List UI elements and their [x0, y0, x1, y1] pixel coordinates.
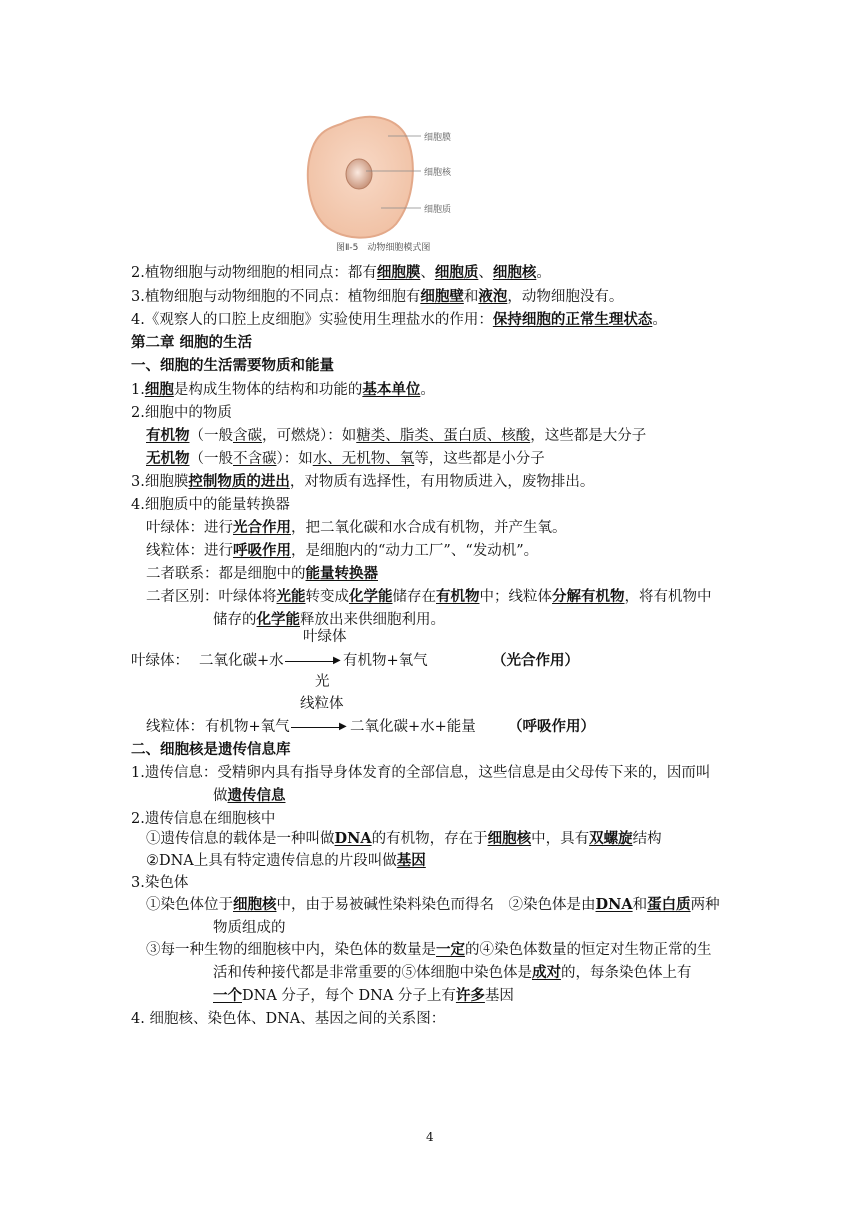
equation-label: 叶绿体： — [131, 653, 189, 669]
text-line: 储存的化学能释放出来供细胞利用。 — [213, 611, 445, 628]
text-line: 物质组成的 — [213, 920, 286, 936]
text-line: 4.细胞质中的能量转换器 — [131, 497, 290, 513]
equation-condition-top: 线粒体 — [300, 696, 344, 712]
equation-reactants: 二氧化碳+水 — [199, 653, 284, 669]
section-heading: 二、细胞核是遗传信息库 — [131, 742, 291, 758]
figure-label-nucleus: 细胞核 — [424, 168, 452, 178]
figure-caption: 图Ⅱ-5 动物细胞模式图 — [336, 243, 431, 253]
chapter-heading: 第二章 细胞的生活 — [131, 335, 253, 351]
equation-reactants: 有机物+氧气 — [205, 719, 290, 735]
equation-note: （呼吸作用） — [508, 718, 595, 735]
equation-condition-bottom: 光 — [315, 674, 330, 690]
text-line: 活和传种接代都是非常重要的⑤体细胞中染色体是成对的，每条染色体上有 — [213, 964, 692, 981]
equation-label: 线粒体： — [146, 719, 204, 735]
text-line: ③每一种生物的细胞核中内，染色体的数量是一定的④染色体数量的恒定对生物正常的生 — [146, 941, 712, 958]
text-line: 3.细胞膜控制物质的进出，对物质有选择性，有用物质进入，废物排出。 — [131, 473, 595, 490]
text-line: ①遗传信息的载体是一种叫做DNA的有机物，存在于细胞核中，具有双螺旋结构 — [146, 830, 662, 847]
animal-cell-figure — [296, 106, 456, 256]
text-line: 1.遗传信息：受精卵内具有指导身体发育的全部信息，这些信息是由父母传下来的，因而叫 — [131, 765, 711, 781]
equation-note: （光合作用） — [492, 652, 579, 669]
equation-products: 有机物+氧气 — [343, 653, 428, 669]
text-line: 4.《观察人的口腔上皮细胞》实验使用生理盐水的作用：保持细胞的正常生理状态。 — [131, 311, 667, 328]
reaction-arrow — [285, 661, 335, 662]
text-line: 2.植物细胞与动物细胞的相同点：都有细胞膜、细胞质、细胞核。 — [131, 264, 551, 281]
text-line: 3.染色体 — [131, 875, 189, 891]
text-line: 2.细胞中的物质 — [131, 405, 232, 421]
text-line: 线粒体：进行呼吸作用，是细胞内的“动力工厂”、“发动机”。 — [146, 542, 539, 559]
text-line: 二者联系：都是细胞中的能量转换器 — [146, 565, 378, 582]
text-line: ①染色体位于细胞核中，由于易被碱性染料染色而得名 ②染色体是由DNA和蛋白质两种 — [146, 896, 720, 913]
arrow-head-icon: ▶ — [339, 721, 347, 732]
equation-products: 二氧化碳+水+能量 — [350, 719, 476, 735]
arrow-head-icon: ▶ — [333, 655, 341, 666]
text-line: 1.细胞是构成生物体的结构和功能的基本单位。 — [131, 381, 435, 398]
text-line: 4. 细胞核、染色体、DNA、基因之间的关系图： — [131, 1011, 446, 1027]
text-line: 叶绿体：进行光合作用，把二氧化碳和水合成有机物，并产生氧。 — [146, 519, 567, 536]
text-line: 一个DNA 分子，每个 DNA 分子上有许多基因 — [213, 987, 514, 1004]
section-heading: 一、细胞的生活需要物质和能量 — [131, 358, 334, 374]
nucleus-shape — [346, 159, 372, 189]
text-line: ②DNA上具有特定遗传信息的片段叫做基因 — [146, 852, 426, 869]
text-line: 做遗传信息 — [213, 787, 286, 804]
page-number: 4 — [426, 1130, 434, 1144]
text-line: 无机物（一般不含碳）：如水、无机物、氧等，这些都是小分子 — [146, 450, 545, 467]
equation-condition-top: 叶绿体 — [303, 629, 347, 645]
text-line: 2.遗传信息在细胞核中 — [131, 811, 276, 827]
figure-label-membrane: 细胞膜 — [424, 133, 452, 143]
text-line: 3.植物细胞与动物细胞的不同点：植物细胞有细胞壁和液泡，动物细胞没有。 — [131, 288, 624, 305]
text-line: 二者区别：叶绿体将光能转变成化学能储存在有机物中；线粒体分解有机物，将有机物中 — [146, 588, 712, 605]
reaction-arrow — [291, 727, 340, 728]
text-line: 有机物（一般含碳，可燃烧）：如糖类、脂类、蛋白质、核酸，这些都是大分子 — [146, 427, 647, 444]
figure-label-cytoplasm: 细胞质 — [424, 205, 452, 215]
